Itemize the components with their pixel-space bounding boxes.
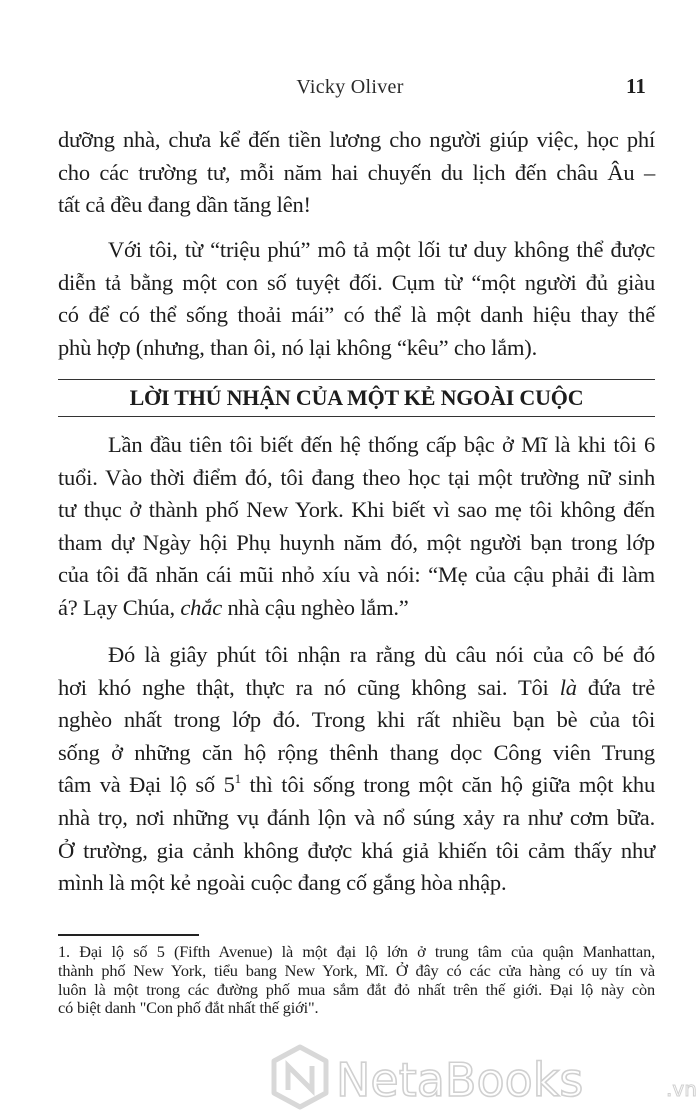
text-line: mình là một kẻ ngoài cuộc đang cố gắng hòa nhập. [58,870,507,896]
paragraph [58,639,655,900]
heading-bottom-rule [58,416,655,417]
footnote-reference: 1 [234,771,241,787]
running-header-author: Vicky Oliver [296,76,404,98]
watermark-brand: NetaBooks [336,1053,584,1107]
text-line: có biệt danh "Con phố đắt nhất thế giới". [58,998,319,1018]
text-line: thành phố New York, tiểu bang New York, Mĩ. Ở đây có các cửa hàng có uy tín và [58,960,655,980]
text-line: diễn tả bằng một con số tuyệt đối. Cụm từ “một người đủ giàu [58,269,655,295]
text-line [58,769,655,802]
paragraph [58,234,655,364]
text-line: 1. Đại lộ số 5 (Fifth Avenue) là một đại lộ lớn ở trung tâm của quận Manhattan, [58,942,655,961]
text-line: tuổi. Vào thời điểm đó, tôi đang theo học tại một trường nữ sinh [58,464,655,490]
text-run: đứa trẻ [576,674,656,700]
paragraph [58,429,655,625]
text-run: thì tôi sống trong một căn hộ giữa một khu [240,772,655,798]
italic-emphasis: là [559,674,577,700]
footnote-separator [58,934,199,936]
text-line: Đó là giây phút tôi nhận ra rằng dù câu nói của cô bé đó [108,642,655,667]
section-heading: LỜI THÚ NHẬN CỦA MỘT KẺ NGOÀI CUỘC [129,385,584,410]
text-run: á? Lạy Chúa, [58,594,181,620]
text-line: tư thục ở thành phố New York. Khi biết vì sao mẹ tôi không đến [58,497,655,523]
text-line [58,672,655,705]
text-line: nhà trọ, nơi những vụ đánh lộn và nổ súng xảy ra như cơm bữa. [58,804,655,830]
text-line: Ở trường, gia cảnh không được khá giả khiến tôi cảm thấy như [58,837,655,863]
text-line: luôn là một trong các đường phố mua sắm đắt đỏ nhất trên thế giới. Đại lộ này còn [58,979,655,999]
watermark-suffix: .vn [666,1077,697,1101]
text-line: sống ở những căn hộ rộng thênh thang dọc Công viên Trung [58,739,655,765]
text-line: Với tôi, từ “triệu phú” mô tả một lối tư duy không thể được [108,237,655,262]
footnote [58,943,655,1018]
heading-top-rule [58,379,655,380]
text-line: Lần đầu tiên tôi biết đến hệ thống cấp bậc ở Mĩ là khi tôi 6 [108,432,655,457]
hexagon-n-logo-icon [268,1044,700,1110]
text-line [58,592,655,625]
text-run: nhà cậu nghèo lắm.” [222,594,409,620]
paragraph [58,124,655,222]
text-line: của tôi đã nhăn cái mũi nhỏ xíu và nói: “Mẹ của cậu phải đi làm [58,562,655,588]
italic-emphasis: chắc [180,594,223,620]
text-line: cho các trường tư, mỗi năm hai chuyến du lịch đến châu Âu – [58,159,655,185]
text-line: tham dự Ngày hội Phụ huynh năm đó, một người bạn trong lớp [58,529,655,555]
text-run: tâm và Đại lộ số 5 [58,772,235,798]
text-run: hơi khó nghe thật, thực ra nó cũng không sai. Tôi [58,674,560,700]
netabooks-watermark [268,1044,700,1110]
text-line: phù hợp (nhưng, than ôi, nó lại không “kêu” cho lắm). [58,334,538,360]
text-line: dưỡng nhà, chưa kể đến tiền lương cho người giúp việc, học phí [58,127,655,152]
text-line: tất cả đều đang dần tăng lên! [58,192,311,218]
text-line: có để có thể sống thoải mái” có thể là một danh hiệu thay thế [58,302,655,328]
text-line: nghèo nhất trong lớp đó. Trong khi rất nhiều bạn bè của tôi [58,707,655,733]
page-number: 11 [626,74,646,98]
